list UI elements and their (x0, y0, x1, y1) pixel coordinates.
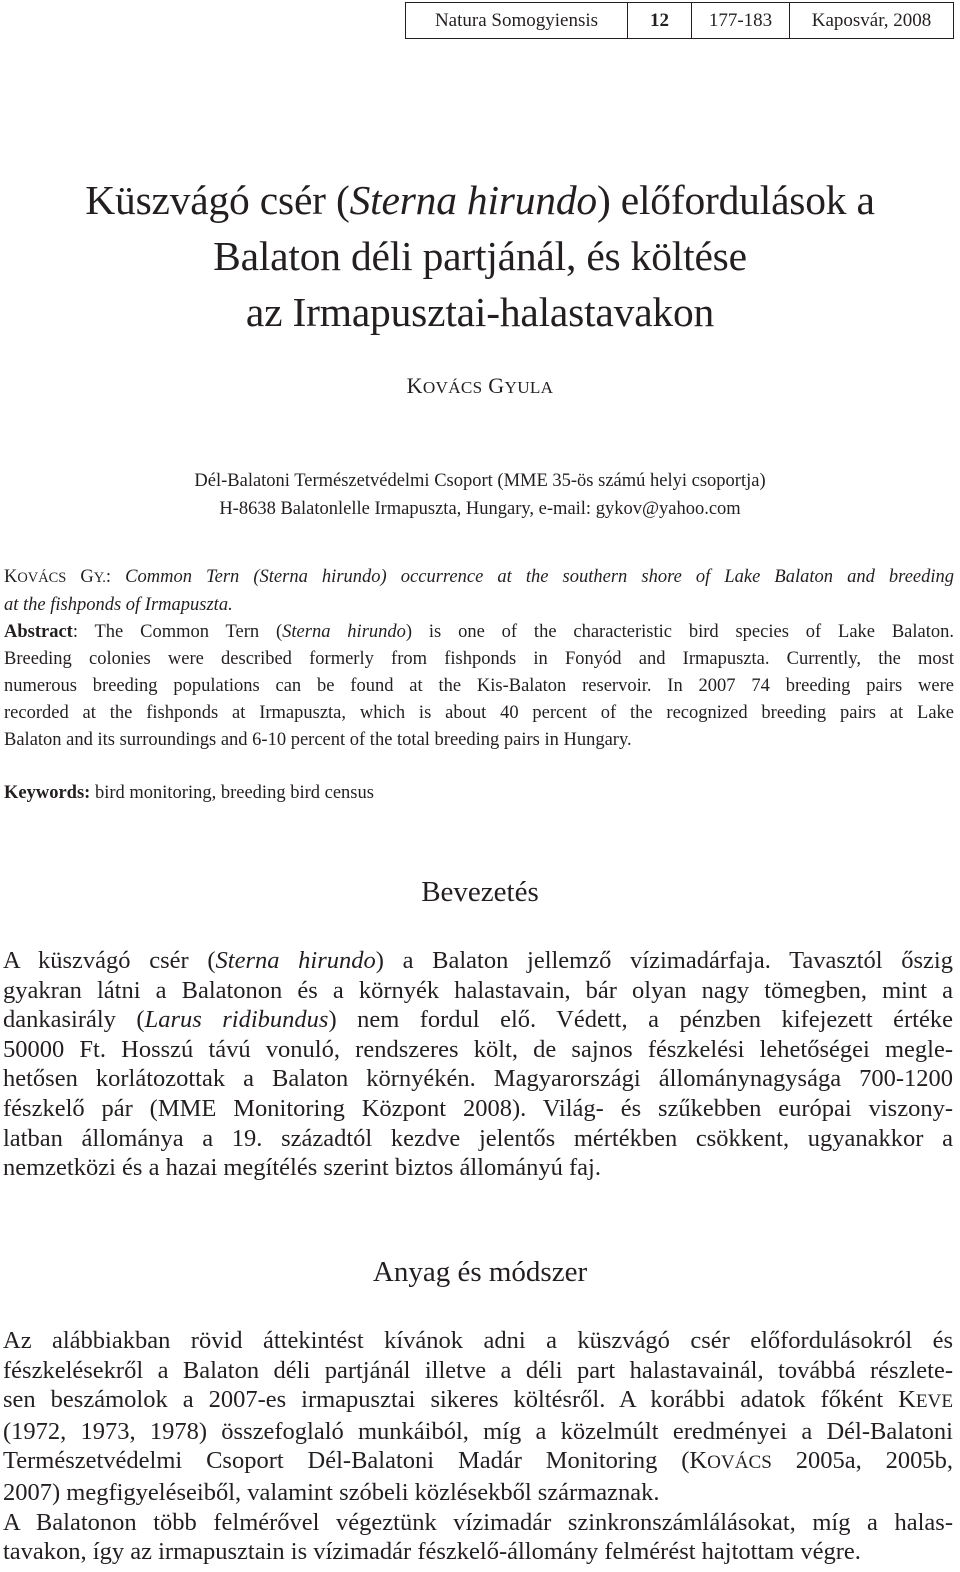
citation-line-2: at the fishponds of Irmapuszta. (4, 595, 233, 615)
journal-place-year: Kaposvár, 2008 (811, 9, 932, 31)
abstract-line-4: recorded at the fishponds at Irmapuszta, which is about 40 percent of the recognized breeding pairs at Lake (4, 703, 954, 723)
intro-line-4: 50000 Ft. Hosszú távú vonuló, rendszeres költ, de sajnos fészkelési lehetőségei megle- (3, 1035, 953, 1063)
journal-name: Natura Somogyiensis (406, 3, 628, 38)
methods-line-5: Természetvédelmi Csoport Dél-Balatoni Madár Monitoring (KOVÁCS 2005a, 2005b, (3, 1447, 954, 1475)
methods-line-1: Az alábbiakban rövid áttekintést kívánok adni a küszvágó csér előfordulásokról és (3, 1327, 953, 1354)
methods-line-4: (1972, 1973, 1978) összefoglaló munkáiból, míg a közelmúlt eredményei a Dél-Balatoni (3, 1417, 953, 1445)
affiliation-line-2: H-8638 Balatonlelle Irmapuszta, Hungary, e-mail: gykov@yahoo.com (219, 499, 741, 519)
intro-line-7: latban állománya a 19. századtól kezdve jelentős mértékben csökkent, ugyanakkor a (3, 1124, 953, 1152)
author-affiliation (0, 467, 960, 523)
title-line-2: Balaton déli partjánál, és költése (213, 233, 747, 279)
intro-line-5: hetősen korlátozottak a Balaton környékén. Magyarországi állománynagysága 700-1200 (3, 1065, 953, 1093)
author-name: KOVÁCS GYULA (406, 373, 554, 398)
journal-pages: 177-183 (692, 3, 790, 38)
methods-line-7: A Balatonon több felmérővel végeztünk vízimadár szinkronszámlálásokat, míg a halas- (3, 1508, 953, 1536)
citation-line-1: KOVÁCS GY.: Common Tern (Sterna hirundo) occurrence at the southern shore of Lake Balaton and breeding (4, 567, 955, 587)
affiliation-line-1: Dél-Balatoni Természetvédelmi Csoport (MME 35-ös számú helyi csoportja) (194, 471, 766, 491)
title-line-1: Küszvágó csér (Sterna hirundo) előfordulások a (85, 177, 875, 223)
intro-line-8: nemzetközi és a hazai megítélés szerint biztos állományú faj. (3, 1154, 601, 1182)
methods-line-6: 2007) megfigyeléseiből, valamint szóbeli közlésekből származnak. (3, 1478, 660, 1506)
keywords (4, 780, 954, 807)
abstract-line-2: Breeding colonies were described formerly from fishponds in Fonyód and Irmapuszta. Currently, the most (4, 649, 954, 669)
keywords-text: bird monitoring, breeding bird census (90, 783, 374, 803)
section-heading-intro: Bevezetés (421, 876, 539, 908)
methods-line-2: fészkelésekről a Balaton déli partjánál illetve a déli part halastavainál, továbbá részlete- (3, 1356, 953, 1384)
intro-line-1: A küszvágó csér (Sterna hirundo) a Balaton jellemző vízimadárfaja. Tavasztól őszig (3, 947, 953, 974)
abstract-line-3: numerous breeding populations can be found at the Kis-Balaton reservoir. In 2007 74 breeding pairs were (4, 676, 954, 696)
abstract-line-5: Balaton and its surroundings and 6-10 percent of the total breeding pairs in Hungary. (4, 730, 632, 750)
methods-paragraph (3, 1326, 953, 1567)
paper-title (0, 172, 960, 340)
intro-line-2: gyakran látni a Balatonon és a környék halastavain, bár olyan nagy tömegben, mint a (3, 976, 953, 1004)
journal-volume: 12 (628, 3, 692, 38)
methods-line-8: tavakon, így az irmapusztain is vízimadár fészkelő-állomány felmérést hajtottam végre. (3, 1538, 861, 1566)
abstract-line-1: Abstract: The Common Tern (Sterna hirundo) is one of the characteristic bird species of Lake Balaton. (4, 622, 955, 642)
keywords-label: Keywords: (4, 783, 91, 803)
intro-line-3: dankasirály (Larus ridibundus) nem fordul elő. Védett, a pénzben kifejezett értéke (3, 1006, 953, 1034)
intro-paragraph (3, 946, 953, 1183)
title-line-3: az Irmapusztai-halastavakon (245, 289, 715, 335)
journal-header (405, 2, 954, 39)
section-heading-methods: Anyag és módszer (372, 1256, 588, 1288)
intro-line-6: fészkelő pár (MME Monitoring Központ 2008). Világ- és szűkebben európai viszony- (3, 1094, 953, 1122)
methods-line-3: sen beszámolok a 2007-es irmapusztai sikeres költésről. A korábbi adatok főként KEVE (3, 1386, 953, 1414)
abstract-block (4, 564, 954, 754)
